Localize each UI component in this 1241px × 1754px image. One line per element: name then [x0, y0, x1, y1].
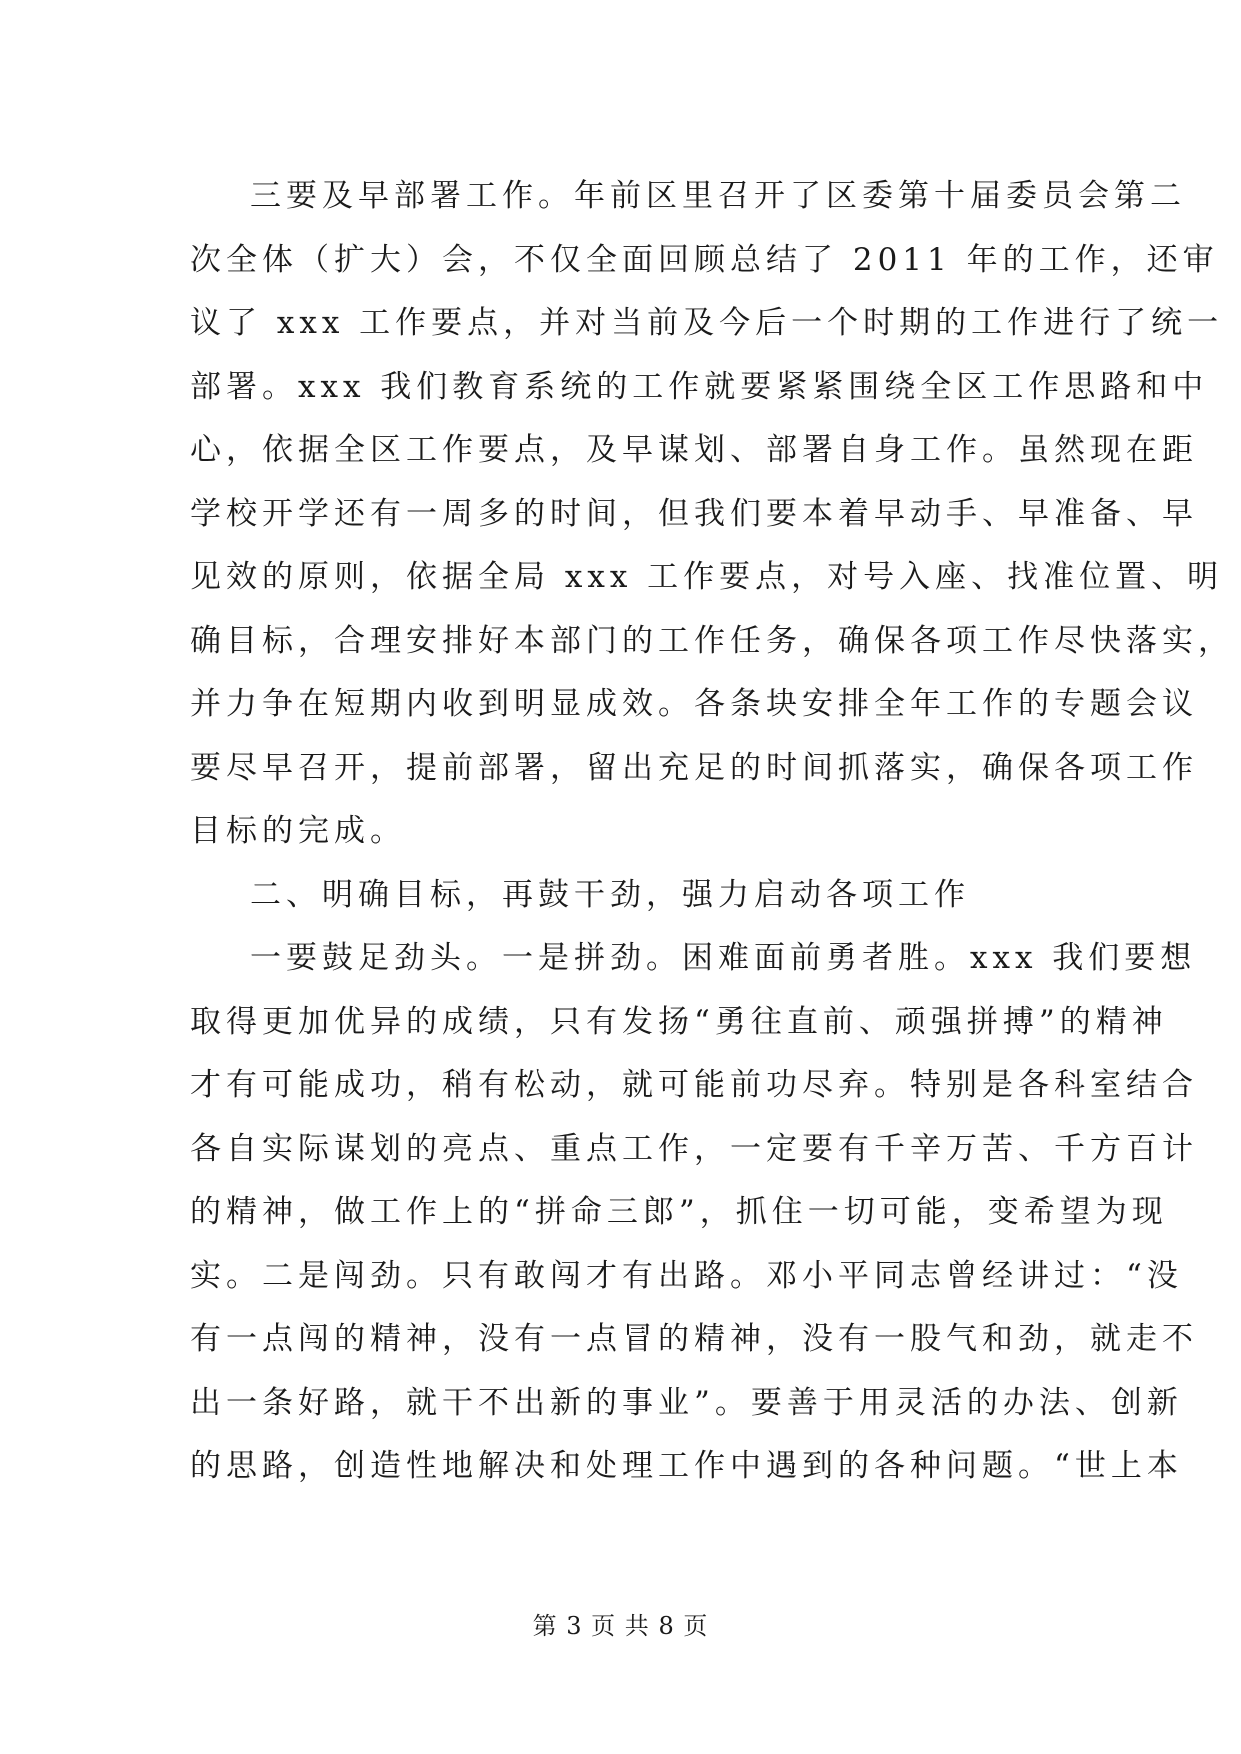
text-line: 的思路，创造性地解决和处理工作中遇到的各种问题。“世上本 — [190, 1448, 1183, 1484]
text-line: 学校开学还有一周多的时间，但我们要本着早动手、早准备、早 — [190, 495, 1198, 532]
text-line: 三要及早部署工作。年前区里召开了区委第十届委员会第二 — [250, 178, 1186, 214]
text-line: 实。二是闯劲。只有敢闯才有出路。邓小平同志曾经讲过：“没 — [190, 1257, 1183, 1294]
text-line: 目标的完成。 — [190, 813, 406, 849]
text-line: 见效的原则，依据全局 xxx 工作要点，对号入座、找准位置、明 — [190, 559, 1224, 595]
text-line: 要尽早召开，提前部署，留出充足的时间抓落实，确保各项工作 — [190, 749, 1198, 786]
text-line: 有一点闯的精神，没有一点冒的精神，没有一股气和劲，就走不 — [190, 1321, 1198, 1357]
text-line: 次全体（扩大）会，不仅全面回顾总结了 2011 年的工作，还审 — [190, 241, 1219, 278]
text-line: 的精神，做工作上的“拼命三郎”，抓住一切可能，变希望为现 — [190, 1194, 1168, 1230]
text-line: 一要鼓足劲头。一是拼劲。困难面前勇者胜。xxx 我们要想 — [250, 940, 1197, 976]
text-line: 取得更加优异的成绩，只有发扬“勇往直前、顽强拼搏”的精神 — [190, 1003, 1168, 1040]
text-line: 各自实际谋划的亮点、重点工作，一定要有千辛万苦、千方百计 — [190, 1130, 1198, 1167]
text-line: 心，依据全区工作要点，及早谋划、部署自身工作。虽然现在距 — [190, 432, 1198, 468]
text-line: 才有可能成功，稍有松动，就可能前功尽弃。特别是各科室结合 — [190, 1067, 1198, 1103]
text-line: 并力争在短期内收到明显成效。各条块安排全年工作的专题会议 — [190, 686, 1198, 722]
text-line: 二、明确目标，再鼓干劲，强力启动各项工作 — [250, 876, 970, 913]
text-line: 出一条好路，就干不出新的事业”。要善于用灵活的办法、创新 — [190, 1384, 1183, 1421]
page-number-footer: 第 3 页 共 8 页 — [532, 1612, 709, 1640]
text-line: 部署。xxx 我们教育系统的工作就要紧紧围绕全区工作思路和中 — [190, 368, 1209, 405]
text-line: 议了 xxx 工作要点，并对当前及今后一个时期的工作进行了统一 — [190, 305, 1224, 341]
document-body — [190, 165, 1234, 1499]
text-line: 确目标，合理安排好本部门的工作任务，确保各项工作尽快落实， — [190, 622, 1234, 659]
